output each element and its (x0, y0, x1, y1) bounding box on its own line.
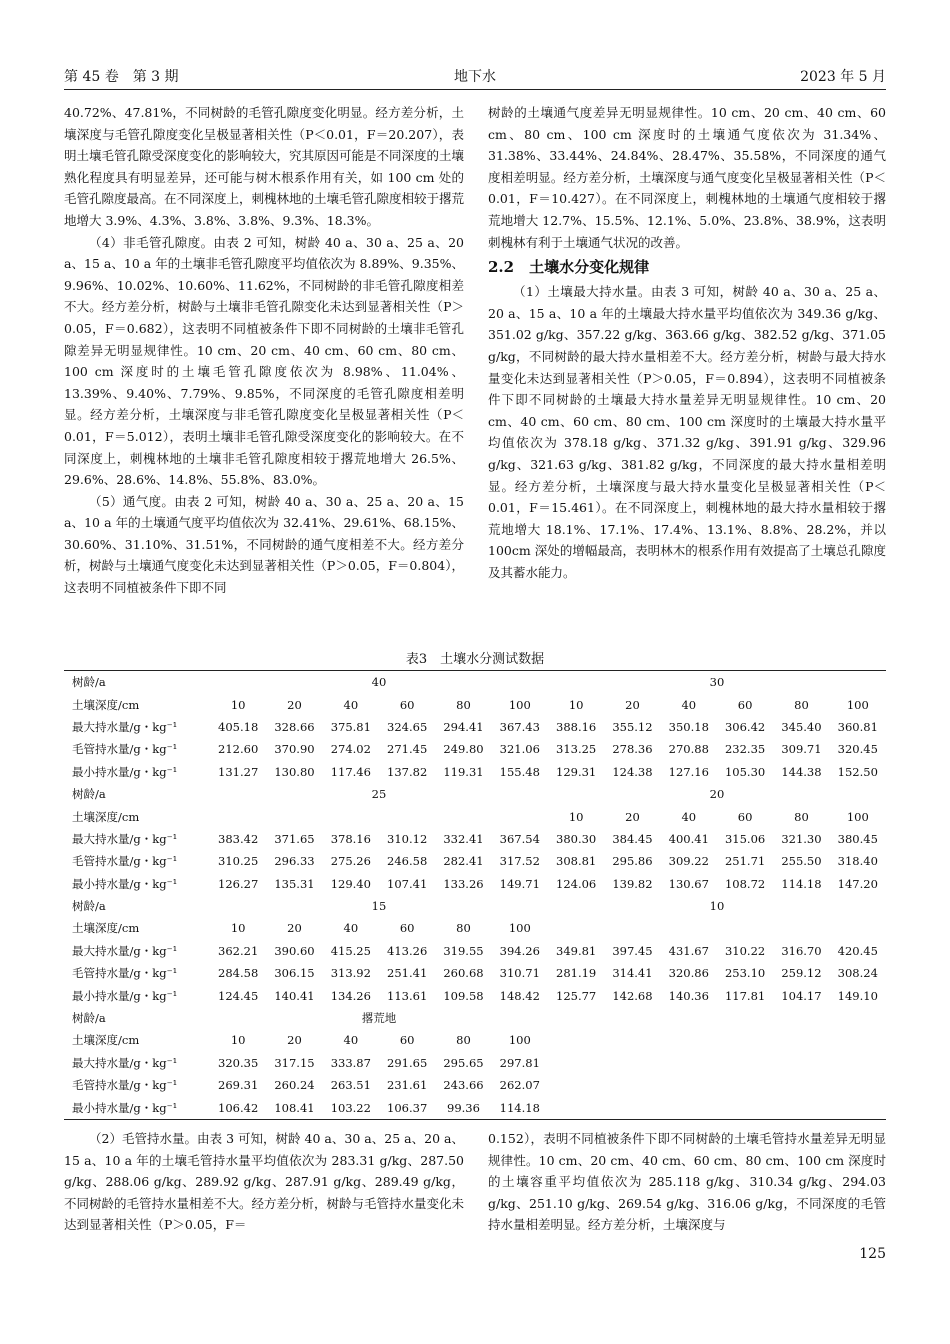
age-group-a: 15 (371, 899, 387, 914)
value-cell: 310.71 (499, 966, 540, 981)
value-cell: 295.86 (612, 854, 653, 869)
depth-cell: 60 (399, 697, 415, 712)
depth-cell: 80 (456, 1033, 471, 1048)
value-cell (717, 1052, 773, 1074)
depth-cell (548, 1029, 604, 1051)
depth-cell: 80 (794, 809, 809, 824)
depth-cell: 20 (625, 809, 640, 824)
depth-cell (717, 917, 773, 939)
value-cell: 231.61 (387, 1078, 428, 1093)
value-cell: 108.41 (266, 1096, 322, 1119)
value-cell: 380.30 (556, 831, 597, 846)
table-row (64, 783, 886, 805)
value-cell: 148.42 (499, 988, 540, 1003)
value-cell: 114.18 (492, 1096, 548, 1119)
value-cell (604, 1052, 660, 1074)
value-cell: 318.40 (837, 854, 878, 869)
table-row (64, 1029, 886, 1051)
value-cell (830, 1052, 886, 1074)
row-label-age: 树龄/a (72, 787, 106, 802)
depth-cell (604, 1029, 660, 1051)
value-cell: 105.30 (724, 764, 766, 779)
value-cell: 321.06 (499, 742, 540, 757)
age-group-a: 25 (371, 787, 387, 802)
depth-cell (323, 805, 379, 827)
table-caption: 表3 土壤水分测试数据 (405, 652, 545, 667)
depth-cell: 40 (681, 809, 697, 824)
value-cell (548, 1052, 604, 1074)
row-label-age: 树龄/a (64, 671, 210, 694)
depth-cell: 80 (794, 697, 809, 712)
value-cell: 147.20 (837, 876, 878, 891)
value-cell: 113.61 (387, 988, 428, 1003)
table-row (64, 716, 886, 738)
table-row (64, 1007, 886, 1029)
value-cell: 394.26 (499, 943, 540, 958)
value-cell: 360.81 (837, 719, 878, 734)
value-cell: 137.82 (387, 764, 428, 779)
depth-cell: 40 (343, 697, 359, 712)
table-row (64, 962, 886, 984)
value-cell: 278.36 (612, 742, 653, 757)
value-cell: 149.71 (499, 876, 540, 891)
value-cell: 405.18 (218, 719, 259, 734)
row-label-depth: 土壤深度/cm (72, 809, 140, 824)
section-heading: 2.2 土壤水分变化规律 (488, 258, 650, 277)
value-cell: 282.41 (443, 854, 484, 869)
value-cell: 134.26 (330, 988, 371, 1003)
table-row (64, 1074, 886, 1096)
depth-cell: 60 (399, 1033, 415, 1048)
value-cell: 284.58 (218, 966, 259, 981)
table-row (64, 738, 886, 760)
depth-cell: 20 (287, 1033, 302, 1048)
row-label-max: 最大持水量/g・kg⁻¹ (72, 831, 178, 846)
value-cell: 135.31 (274, 876, 315, 891)
depth-cell (830, 1029, 886, 1051)
value-cell: 139.82 (612, 876, 653, 891)
value-cell: 253.10 (724, 966, 766, 981)
value-cell: 324.65 (387, 719, 428, 734)
paragraph: （4）非毛管孔隙度。由表 2 可知，树龄 40 a、30 a、25 a、20 a、15 a、10 a 年的土壤非毛管孔隙度平均值依次为 8.89%、9.35%、9.96%、10.02%、10.60%、11.62%，不同树龄的非毛管孔隙度相差不大。经方差分析，树龄与土壤非毛管孔隙变化未达到显著相关性（P＞0.05，F＝0.682），这表明不同植被条件下即不同树龄的土壤非毛管孔隙差异无明显规律性。10 cm、20 cm、40 cm、60 cm、80 cm、100 cm 深度时的土壤毛管孔隙度依次为 8.98%、11.04%、13.39%、9.40%、7.79%、9.85%，不同深度的毛管孔隙度相差明显。经方差分析，土壤深度与非毛管孔隙度变化呈极显著相关性（P＜0.01，F＝5.012），表明土壤非毛管孔隙受深度变化的影响较大。在不同深度上，刺槐林地的土壤非毛管孔隙度相较于撂荒地增大 26.5%、29.6%、28.6%、14.8%、55.8%、83.0%。 (64, 234, 464, 488)
value-cell: 149.10 (837, 988, 878, 1003)
value-cell: 320.35 (218, 1055, 259, 1070)
row-label-min: 最小持水量/g・kg⁻¹ (72, 988, 178, 1003)
depth-cell: 40 (343, 1033, 359, 1048)
value-cell: 345.40 (781, 719, 822, 734)
value-cell: 232.35 (724, 742, 766, 757)
value-cell: 371.65 (274, 831, 315, 846)
depth-cell: 100 (508, 1033, 531, 1048)
value-cell: 295.65 (443, 1055, 484, 1070)
value-cell: 332.41 (443, 831, 484, 846)
depth-cell: 100 (508, 921, 531, 936)
bottom-right-column (488, 1128, 886, 1236)
value-cell: 126.27 (218, 876, 259, 891)
value-cell: 294.41 (443, 719, 484, 734)
value-cell: 296.33 (274, 854, 315, 869)
value-cell (548, 1096, 604, 1119)
age-group-a: 40 (210, 671, 548, 694)
table-row (64, 693, 886, 715)
value-cell: 362.21 (218, 943, 259, 958)
value-cell: 306.15 (274, 966, 315, 981)
depth-cell: 20 (625, 697, 640, 712)
value-cell: 306.42 (724, 719, 766, 734)
table-row (64, 1096, 886, 1119)
value-cell: 142.68 (612, 988, 653, 1003)
value-cell: 308.24 (837, 966, 878, 981)
depth-cell: 80 (456, 697, 471, 712)
table-row (64, 895, 886, 917)
value-cell: 321.30 (781, 831, 822, 846)
table-row (64, 850, 886, 872)
value-cell: 370.90 (274, 742, 315, 757)
depth-cell (773, 1029, 829, 1051)
running-header (64, 66, 886, 88)
value-cell: 127.16 (668, 764, 709, 779)
header-date: 2023 年 5 月 (800, 69, 886, 85)
value-cell: 243.66 (443, 1078, 484, 1093)
value-cell: 281.19 (556, 966, 597, 981)
value-cell: 310.12 (387, 831, 428, 846)
bottom-left-column (64, 1128, 464, 1236)
value-cell: 328.66 (274, 719, 315, 734)
row-label-age: 树龄/a (72, 1011, 106, 1026)
value-cell: 117.46 (330, 764, 371, 779)
value-cell: 251.41 (387, 966, 428, 981)
value-cell: 249.80 (443, 742, 484, 757)
row-label-capillary: 毛管持水量/g・kg⁻¹ (72, 742, 178, 757)
value-cell: 130.80 (274, 764, 315, 779)
header-volume: 第 45 卷 第 3 期 (64, 69, 179, 85)
value-cell: 259.12 (781, 966, 822, 981)
value-cell: 140.41 (274, 988, 315, 1003)
value-cell: 413.26 (387, 943, 428, 958)
paragraph: 40.72%、47.81%，不同树龄的毛管孔隙度变化明显。经方差分析，土壤深度与毛管孔隙度变化呈极显著相关性（P＜0.01，F＝20.207），表明土壤毛管孔隙受深度变化的影响较大，究其原因可能是不同深度的土壤熟化程度具有明显差异，还可能与树木根系作用有关，如 100 cm 处的毛管孔隙度最高。在不同深度上，刺槐林地的土壤毛管孔隙度相较于撂荒地增大 3.9%、4.3%、3.8%、3.8%、9.3%、18.3%。 (64, 105, 465, 228)
table-row (64, 940, 886, 962)
value-cell: 390.60 (274, 943, 315, 958)
value-cell: 270.88 (668, 742, 709, 757)
depth-cell (548, 917, 604, 939)
depth-cell (604, 917, 660, 939)
soil-moisture-table (64, 670, 886, 1120)
depth-cell (830, 917, 886, 939)
value-cell: 271.45 (387, 742, 428, 757)
age-group-b (548, 1007, 886, 1029)
depth-cell: 100 (508, 697, 531, 712)
value-cell: 317.52 (499, 854, 540, 869)
value-cell: 99.36 (435, 1096, 491, 1119)
value-cell: 297.81 (499, 1055, 540, 1070)
table-row (64, 1052, 886, 1074)
value-cell: 246.58 (387, 854, 428, 869)
depth-cell: 10 (230, 921, 246, 936)
value-cell: 131.27 (218, 764, 259, 779)
value-cell (604, 1074, 660, 1096)
value-cell: 212.60 (218, 742, 259, 757)
value-cell: 320.86 (668, 966, 709, 981)
header-journal: 地下水 (454, 69, 496, 85)
value-cell: 133.26 (443, 876, 484, 891)
page-number: 125 (859, 1246, 886, 1262)
value-cell: 155.48 (499, 764, 540, 779)
value-cell: 431.67 (668, 943, 709, 958)
paragraph: 0.152），表明不同植被条件下即不同树龄的土壤毛管持水量差异无明显规律性。10 cm、20 cm、40 cm、60 cm、80 cm、100 cm 深度时的土壤容重平均值依次为 285.118 g/kg、310.34 g/kg、294.03 g/kg、251.10 g/kg、269.54 g/kg、316.06 g/kg，不同深度的毛管持水量相差明显。经方差分析，土壤深度与 (488, 1131, 886, 1233)
value-cell: 275.26 (330, 854, 371, 869)
row-label-max: 最大持水量/g・kg⁻¹ (72, 943, 178, 958)
age-group-b: 30 (548, 671, 886, 694)
depth-cell (266, 805, 322, 827)
value-cell: 309.71 (781, 742, 822, 757)
value-cell (604, 1096, 660, 1119)
value-cell: 260.24 (274, 1078, 315, 1093)
value-cell: 383.42 (218, 831, 259, 846)
value-cell: 119.31 (443, 764, 484, 779)
value-cell: 309.22 (668, 854, 709, 869)
depth-cell: 10 (568, 809, 584, 824)
value-cell: 291.65 (387, 1055, 428, 1070)
depth-cell (661, 1029, 717, 1051)
value-cell: 274.02 (330, 742, 371, 757)
paragraph: （5）通气度。由表 2 可知，树龄 40 a、30 a、25 a、20 a、15 a、10 a 年的土壤通气度平均值依次为 32.41%、29.61%、68.15%、30.60%、31.10%、31.51%，不同树龄的通气度相差不大。经方差分析，树龄与土壤通气度变化未达到显著相关性（P＞0.05，F＝0.804），这表明不同植被条件下即不同 (64, 493, 464, 596)
value-cell: 140.36 (668, 988, 709, 1003)
row-label-min: 最小持水量/g・kg⁻¹ (72, 764, 178, 779)
value-cell: 114.18 (781, 876, 822, 891)
value-cell: 314.41 (612, 966, 653, 981)
depth-cell (379, 805, 435, 827)
value-cell: 130.67 (668, 876, 709, 891)
depth-cell: 10 (568, 697, 584, 712)
depth-cell: 80 (456, 921, 471, 936)
value-cell: 388.16 (556, 719, 597, 734)
value-cell: 124.06 (556, 876, 597, 891)
value-cell: 308.81 (556, 854, 597, 869)
value-cell (717, 1096, 773, 1119)
value-cell: 400.41 (668, 831, 709, 846)
value-cell: 367.43 (499, 719, 540, 734)
value-cell: 129.31 (556, 764, 597, 779)
row-label-capillary: 毛管持水量/g・kg⁻¹ (72, 966, 178, 981)
value-cell: 320.45 (837, 742, 878, 757)
table-row (64, 671, 886, 694)
depth-cell (773, 917, 829, 939)
value-cell (773, 1052, 829, 1074)
value-cell: 260.68 (443, 966, 484, 981)
value-cell: 384.45 (612, 831, 653, 846)
value-cell: 251.71 (724, 854, 766, 869)
value-cell: 310.22 (724, 943, 766, 958)
value-cell: 310.25 (218, 854, 259, 869)
value-cell: 124.45 (218, 988, 259, 1003)
value-cell: 349.81 (556, 943, 597, 958)
depth-cell (661, 917, 717, 939)
value-cell: 355.12 (612, 719, 653, 734)
value-cell: 106.37 (379, 1096, 435, 1119)
table-row (64, 805, 886, 827)
value-cell: 107.41 (387, 876, 428, 891)
value-cell: 378.16 (330, 831, 371, 846)
age-group-b: 10 (709, 899, 725, 914)
depth-cell: 100 (846, 809, 869, 824)
value-cell: 125.77 (556, 988, 597, 1003)
value-cell (661, 1052, 717, 1074)
depth-cell: 40 (343, 921, 359, 936)
table-row (64, 761, 886, 783)
row-label-depth: 土壤深度/cm (72, 1033, 140, 1048)
value-cell: 319.55 (443, 943, 484, 958)
row-label-max: 最大持水量/g・kg⁻¹ (72, 719, 178, 734)
depth-cell: 20 (287, 697, 302, 712)
depth-cell: 10 (230, 697, 246, 712)
depth-cell: 60 (737, 809, 753, 824)
value-cell: 415.25 (330, 943, 371, 958)
value-cell: 255.50 (781, 854, 822, 869)
row-label-max: 最大持水量/g・kg⁻¹ (72, 1055, 178, 1070)
value-cell (548, 1074, 604, 1096)
row-label-min: 最小持水量/g・kg⁻¹ (72, 876, 178, 891)
age-group-a: 撂荒地 (361, 1011, 397, 1026)
value-cell: 316.70 (781, 943, 822, 958)
value-cell: 103.22 (323, 1096, 379, 1119)
row-label-age: 树龄/a (72, 899, 106, 914)
value-cell: 109.58 (443, 988, 484, 1003)
value-cell: 263.51 (330, 1078, 371, 1093)
value-cell: 367.54 (499, 831, 540, 846)
value-cell: 317.15 (274, 1055, 315, 1070)
value-cell: 313.92 (330, 966, 371, 981)
value-cell: 144.38 (781, 764, 822, 779)
value-cell: 124.38 (612, 764, 653, 779)
table-row (64, 917, 886, 939)
depth-cell: 100 (846, 697, 869, 712)
value-cell (661, 1074, 717, 1096)
right-column (488, 102, 886, 583)
depth-cell (717, 1029, 773, 1051)
value-cell (661, 1096, 717, 1119)
row-label-depth: 土壤深度/cm (72, 697, 140, 712)
table-row (64, 984, 886, 1006)
row-label-capillary: 毛管持水量/g・kg⁻¹ (72, 854, 178, 869)
header-rule (64, 89, 886, 90)
value-cell: 380.45 (837, 831, 878, 846)
left-column (64, 102, 464, 599)
value-cell: 420.45 (837, 943, 878, 958)
paragraph: 树龄的土壤通气度差异无明显规律性。10 cm、20 cm、40 cm、60 cm、80 cm、100 cm 深度时的土壤通气度依次为 31.34%、31.38%、33.44%、24.84%、28.47%、35.58%，不同深度的通气度相差明显。经方差分析，土壤深度与通气度变化呈极显著相关性（P＜0.01，F＝10.427）。在不同深度上，刺槐林地的土壤通气度相较于撂荒地增大 12.7%、15.5%、12.1%、5.0%、23.8%、38.9%，这表明刺槐林有利于土壤通气状况的改善。 (488, 105, 886, 250)
value-cell: 397.45 (612, 943, 653, 958)
value-cell: 152.50 (837, 764, 878, 779)
row-label-depth: 土壤深度/cm (72, 921, 140, 936)
value-cell (830, 1074, 886, 1096)
depth-cell (492, 805, 548, 827)
depth-cell: 40 (681, 697, 697, 712)
value-cell: 375.81 (330, 719, 371, 734)
age-group-b: 20 (709, 787, 725, 802)
value-cell: 313.25 (556, 742, 597, 757)
value-cell (773, 1096, 829, 1119)
depth-cell (435, 805, 491, 827)
depth-cell (210, 805, 266, 827)
value-cell: 104.17 (781, 988, 822, 1003)
value-cell: 269.31 (218, 1078, 259, 1093)
value-cell: 262.07 (499, 1078, 540, 1093)
depth-cell: 10 (230, 1033, 246, 1048)
value-cell: 315.06 (724, 831, 766, 846)
value-cell: 117.81 (724, 988, 766, 1003)
value-cell: 350.18 (668, 719, 709, 734)
depth-cell: 20 (287, 921, 302, 936)
value-cell (773, 1074, 829, 1096)
value-cell: 333.87 (330, 1055, 371, 1070)
row-label-capillary: 毛管持水量/g・kg⁻¹ (72, 1078, 178, 1093)
value-cell: 129.40 (330, 876, 371, 891)
depth-cell: 60 (737, 697, 753, 712)
table-row (64, 873, 886, 895)
table-row (64, 828, 886, 850)
paragraph: （2）毛管持水量。由表 3 可知，树龄 40 a、30 a、25 a、20 a、15 a、10 a 年的土壤毛管持水量平均值依次为 283.31 g/kg、287.50 g/kg、288.06 g/kg、289.92 g/kg、287.91 g/kg、289.49 g/kg，不同树龄的毛管持水量相差不大。经方差分析，树龄与毛管持水量变化未达到显著相关性（P＞0.05，F＝ (64, 1131, 465, 1233)
value-cell (830, 1096, 886, 1119)
paragraph: （1）土壤最大持水量。由表 3 可知，树龄 40 a、30 a、25 a、20 a、15 a、10 a 年的土壤最大持水量平均值依次为 349.36 g/kg、351.02 g/kg、357.22 g/kg、363.66 g/kg、382.52 g/kg、371.05 g/kg，不同树龄的最大持水量相差不大。经方差分析，树龄与最大持水量变化未达到显著相关性（P＞0.05，F＝0.894），这表明不同植被条件下即不同树龄的土壤最大持水量差异无明显规律性。10 cm、20 cm、40 cm、60 cm、80 cm、100 cm 深度时的土壤最大持水量平均值依次为 378.18 g/kg、371.32 g/kg、391.91 g/kg、329.96 g/kg、321.63 g/kg、381.82 g/kg，不同深度的最大持水量相差明显。经方差分析，土壤深度与最大持水量变化呈极显著相关性（P＜0.01，F＝15.461）。在不同深度上，刺槐林地的最大持水量相较于撂荒地增大 18.1%、17.1%、17.4%、13.1%、8.8%、28.2%，并以 100cm 深处的增幅最高，表明林木的根系作用有效提高了土壤总孔隙度及其蓄水能力。 (488, 284, 886, 580)
depth-cell: 60 (399, 921, 415, 936)
row-label-min: 最小持水量/g・kg⁻¹ (64, 1096, 210, 1119)
value-cell: 106.42 (210, 1096, 266, 1119)
value-cell (717, 1074, 773, 1096)
value-cell: 108.72 (724, 876, 766, 891)
